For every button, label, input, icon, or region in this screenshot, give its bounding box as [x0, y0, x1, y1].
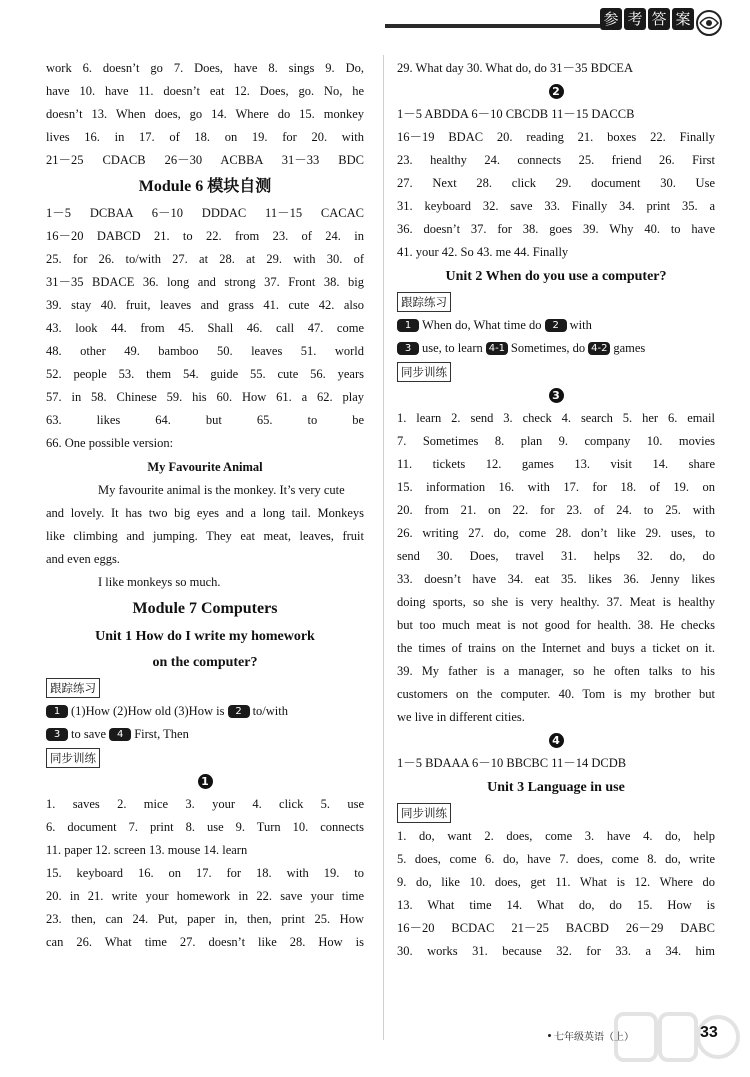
question-number-badge: 4-2: [588, 342, 610, 355]
footer-dot: [548, 1034, 551, 1037]
answer-line: 43. look 44. from 45. Shall 46. call 47. come: [46, 321, 364, 335]
unit-heading: Unit 1 How do I write my homework: [95, 629, 315, 644]
tracking-answer-line: [397, 337, 715, 360]
question-number-badge: 3: [46, 728, 68, 741]
answer-line: the times of trains on the Internet and buys a ticket on it.: [397, 641, 715, 655]
section-label-row: [397, 801, 715, 825]
answer-text: Sometimes, do: [510, 341, 589, 355]
answer-key-badge: [600, 6, 698, 36]
circle-number-icon: 2: [549, 84, 564, 99]
answer-line: 1. learn 2. send 3. check 4. search 5. her 6. email: [397, 411, 715, 425]
answer-line: have 10. have 11. doesn’t eat 12. Does, go. No, he: [46, 84, 364, 98]
circle-number-icon: 3: [549, 388, 564, 403]
answer-line: 31. keyboard 32. save 33. Finally 34. print 35. a: [397, 199, 715, 213]
answer-text: (1)How (2)How old (3)How is: [71, 704, 228, 718]
unit-heading: on the computer?: [152, 655, 258, 670]
answer-line: 52. people 53. them 54. guide 55. cute 56. years: [46, 367, 364, 381]
answer-line: 33. doesn’t have 34. eat 35. likes 36. Jenny likes: [397, 572, 715, 586]
watermark-logo: [612, 1004, 742, 1072]
answer-line: 23. then, can 24. Put, paper in, then, print 25. How: [46, 912, 364, 926]
tracking-answer-line: [397, 314, 715, 337]
answer-line: 20. in 21. write your homework in 22. save your time: [46, 889, 364, 903]
answer-line: 13. What time 14. What do, do 15. How is: [397, 898, 715, 912]
right-column: [397, 57, 715, 963]
essay-line: I like monkeys so much.: [98, 575, 221, 589]
unit-heading: Unit 3 Language in use: [487, 780, 625, 795]
tracking-answer-line: [46, 700, 364, 723]
footer-book-title: 七年级英语（上）: [554, 1032, 634, 1043]
section-label-row: [397, 360, 715, 384]
answer-line: 48. other 49. bamboo 50. leaves 51. world: [46, 344, 364, 358]
module-heading: Module 7 Computers: [132, 600, 278, 617]
answer-line: but too much meat is not good for health. 38. He checks: [397, 618, 715, 632]
answer-line: 1－5 ABDDA 6－10 CBCDB 11－15 DACCB: [397, 107, 635, 121]
answer-line: 30. works 31. because 32. for 33. a 34. him: [397, 944, 715, 958]
section-label-row: [397, 290, 715, 314]
answer-line: lives 16. in 17. of 18. on 19. for 20. with: [46, 130, 364, 144]
answer-line: we live in different cities.: [397, 710, 525, 724]
badge-char: 考: [624, 8, 646, 30]
answer-line: can 26. What time 27. doesn’t like 28. How is: [46, 935, 364, 949]
answer-line: and even eggs.: [46, 552, 120, 566]
page-number: 33: [700, 1024, 718, 1041]
exercise-number: [397, 384, 715, 407]
answer-line: like climbing and jumping. They eat meat, leaves, fruit: [46, 529, 364, 543]
exercise-number: [397, 80, 715, 103]
answer-line: 16－20 BCDAC 21－25 BACBD 26－29 DABC: [397, 921, 715, 935]
answer-line: 16－19 BDAC 20. reading 21. boxes 22. Finally: [397, 130, 715, 144]
answer-line: 21－25 CDACB 26－30 ACBBA 31－33 BDC: [46, 153, 364, 167]
answer-line: 29. What day 30. What do, do 31－35 BDCEA: [397, 61, 633, 75]
section-label: 跟踪练习: [46, 678, 100, 698]
answer-line: 7. Sometimes 8. plan 9. company 10. movies: [397, 434, 715, 448]
answer-line: doesn’t 13. When does, go 14. Where do 15. monkey: [46, 107, 364, 121]
answer-line: 31－35 BDACE 36. long and strong 37. Front 38. big: [46, 275, 364, 289]
circle-number-icon: 4: [549, 733, 564, 748]
question-number-badge: 1: [46, 705, 68, 718]
section-label: 跟踪练习: [397, 292, 451, 312]
section-label: 同步训练: [46, 748, 100, 768]
answer-line: customers on the computer. 40. Tom is my brother but: [397, 687, 715, 701]
section-label-row: [46, 746, 364, 770]
answer-line: work 6. doesn’t go 7. Does, have 8. sings 9. Do,: [46, 61, 364, 75]
left-column: [46, 57, 364, 954]
question-number-badge: 2: [545, 319, 567, 332]
answer-line: 39. stay 40. fruit, leaves and grass 41. cute 42. also: [46, 298, 364, 312]
badge-char: 案: [672, 8, 694, 30]
answer-line: send 30. Does, travel 31. helps 32. do, do: [397, 549, 715, 563]
answer-text: When do, What time do: [422, 318, 545, 332]
swirl-logo-icon: [694, 8, 724, 38]
answer-line: 16－20 DABCD 21. to 22. from 23. of 24. in: [46, 229, 364, 243]
answer-line: 1－5 DCBAA 6－10 DDDAC 11－15 CACAC: [46, 206, 364, 220]
essay-title: My Favourite Animal: [147, 460, 263, 474]
answer-line: 57. in 58. Chinese 59. his 60. How 61. a 62. play: [46, 390, 364, 404]
answer-line: 1. do, want 2. does, come 3. have 4. do, help: [397, 829, 715, 843]
section-label: 同步训练: [397, 362, 451, 382]
column-divider: [383, 55, 384, 1040]
answer-line: 41. your 42. So 43. me 44. Finally: [397, 245, 569, 259]
exercise-number: [397, 729, 715, 752]
answer-line: doing sports, so she is very healthy. 37. Meat is healthy: [397, 595, 715, 609]
question-number-badge: 4-1: [486, 342, 508, 355]
tracking-answer-line: [46, 723, 364, 746]
answer-text: with: [569, 318, 592, 332]
exercise-number: [46, 770, 364, 793]
essay-line: My favourite animal is the monkey. It’s very cute: [98, 483, 345, 497]
section-label-row: [46, 676, 364, 700]
header-rule: [385, 24, 600, 28]
answer-line: 11. tickets 12. games 13. visit 14. share: [397, 457, 715, 471]
section-label: 同步训练: [397, 803, 451, 823]
answer-line: 1. saves 2. mice 3. your 4. click 5. use: [46, 797, 364, 811]
answer-text: to save: [71, 727, 110, 741]
answer-line: 15. keyboard 16. on 17. for 18. with 19. to: [46, 866, 364, 880]
answer-line: 25. for 26. to/with 27. at 28. at 29. with 30. of: [46, 252, 364, 266]
answer-line: 9. do, like 10. does, get 11. What is 12. Where do: [397, 875, 715, 889]
answer-text: First, Then: [134, 727, 189, 741]
answer-line: 20. from 21. on 22. for 23. of 24. to 25. with: [397, 503, 715, 517]
badge-char: 答: [648, 8, 670, 30]
question-number-badge: 4: [109, 728, 131, 741]
circle-number-icon: 1: [198, 774, 213, 789]
answer-text: use, to learn: [422, 341, 486, 355]
answer-line: 5. does, come 6. do, have 7. does, come 8. do, write: [397, 852, 715, 866]
question-number-badge: 2: [228, 705, 250, 718]
answer-line: 26. writing 27. do, come 28. don’t like 29. uses, to: [397, 526, 715, 540]
answer-line: 63. likes 64. but 65. to be: [46, 413, 364, 427]
module-heading: Module 6 模块自测: [138, 178, 272, 195]
answer-line: 39. My father is a manager, so he often talks to his: [397, 664, 715, 678]
answer-line: 15. information 16. with 17. for 18. of 19. on: [397, 480, 715, 494]
answer-line: 11. paper 12. screen 13. mouse 14. learn: [46, 843, 248, 857]
question-number-badge: 3: [397, 342, 419, 355]
answer-line: 1－5 BDAAA 6－10 BBCBC 11－14 DCDB: [397, 756, 627, 770]
answer-text: games: [613, 341, 646, 355]
question-number-badge: 1: [397, 319, 419, 332]
answer-text: to/with: [252, 704, 288, 718]
answer-line: 6. document 7. print 8. use 9. Turn 10. connects: [46, 820, 364, 834]
answer-line: 27. Next 28. click 29. document 30. Use: [397, 176, 715, 190]
answer-line: 66. One possible version:: [46, 436, 174, 450]
answer-line: 23. healthy 24. connects 25. friend 26. First: [397, 153, 715, 167]
badge-char: 参: [600, 8, 622, 30]
unit-heading: Unit 2 When do you use a computer?: [445, 269, 667, 284]
answer-line: 36. doesn’t 37. for 38. goes 39. Why 40. to have: [397, 222, 715, 236]
answer-line: and lovely. It has two big eyes and a long tail. Monkeys: [46, 506, 364, 520]
